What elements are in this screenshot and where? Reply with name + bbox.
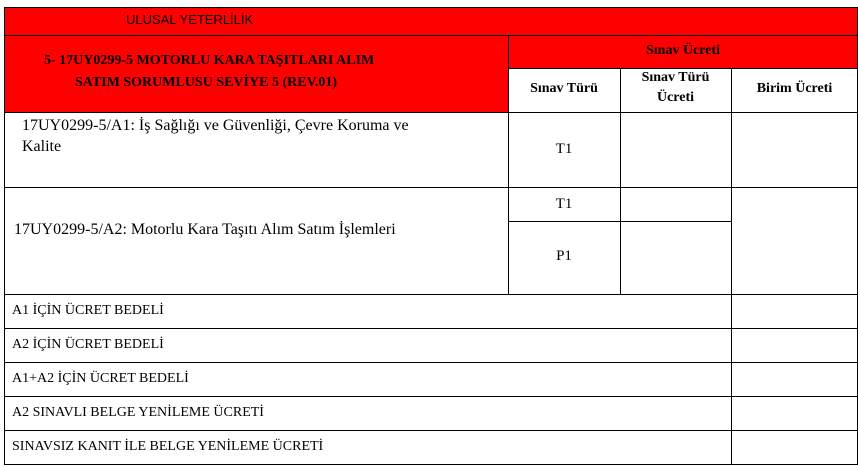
grid-line: [4, 35, 858, 36]
unit-a1-exam-type: T1: [555, 141, 573, 157]
unit-a2-name: 17UY0299-5/A2: Motorlu Kara Taşıtı Alım Satım İşlemleri: [14, 221, 396, 238]
grid-line: [508, 68, 858, 69]
unit-a1-name-line2: Kalite: [22, 138, 62, 155]
exam-type-fee-header-line1: Sınav Türü: [641, 70, 710, 85]
unit-a2-exam-type-p1: P1: [556, 248, 572, 264]
fee-row-label: A1 İÇİN ÜCRET BEDELİ: [12, 303, 164, 318]
grid-line: [4, 294, 858, 295]
exam-type-header: Sınav Türü: [530, 81, 598, 96]
unit-a1-name-line1: 17UY0299-5/A1: İş Sağlığı ve Güvenliği, Çevre Koruma ve: [22, 117, 409, 134]
grid-line: [731, 68, 732, 465]
grid-line: [4, 396, 858, 397]
grid-line: [4, 187, 858, 188]
fee-row-label: A2 İÇİN ÜCRET BEDELİ: [12, 337, 164, 352]
grid-line: [4, 362, 858, 363]
grid-line: [4, 7, 5, 465]
grid-line: [4, 7, 858, 8]
exam-fee-header: Sınav Ücreti: [645, 43, 720, 58]
banner-title: ULUSAL YETERLİLİK: [126, 12, 254, 27]
fee-row-label: A2 SINAVLI BELGE YENİLEME ÜCRETİ: [12, 405, 264, 420]
grid-line: [4, 430, 858, 431]
qualification-title-line2: SATIM SORUMLUSU SEVİYE 5 (REV.01): [75, 75, 338, 90]
grid-line: [4, 464, 858, 465]
grid-line: [4, 328, 858, 329]
fee-row-label: SINAVSIZ KANIT İLE BELGE YENİLEME ÜCRETİ: [12, 439, 324, 454]
unit-a2-exam-type-t1: T1: [555, 196, 573, 212]
grid-line: [4, 112, 858, 113]
qualification-header-background: [4, 35, 508, 112]
unit-fee-header: Birim Ücreti: [756, 81, 833, 96]
qualification-title-line1: 5- 17UY0299-5 MOTORLU KARA TAŞITLARI ALIM: [44, 53, 375, 68]
fee-row-label: A1+A2 İÇİN ÜCRET BEDELİ: [12, 371, 189, 386]
exam-type-fee-header-line2: Ücreti: [656, 90, 695, 105]
